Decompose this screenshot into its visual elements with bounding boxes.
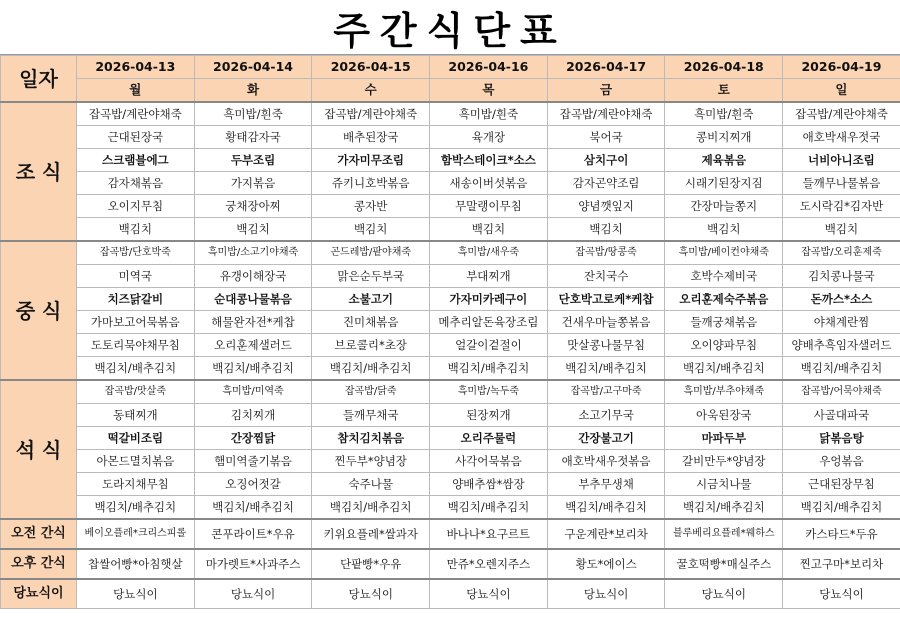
dinner-menu-item: 흑미밥/부추야채죽 <box>665 380 783 404</box>
lunch-menu-item: 가자미카레구이 <box>430 288 548 311</box>
dinner-menu-item: 부추무생채 <box>547 473 665 496</box>
lunch-menu-item: 잡곡밥/단호박죽 <box>77 241 195 265</box>
dinner-menu-item: 시금치나물 <box>665 473 783 496</box>
breakfast-menu-item: 함박스테이크*소스 <box>430 149 548 172</box>
dinner-label: 석 식 <box>1 380 77 519</box>
breakfast-menu-item: 흑미밥/흰죽 <box>194 102 312 126</box>
diabetic-item: 당뇨식이 <box>665 579 783 609</box>
breakfast-menu-item: 너비아니조림 <box>783 149 900 172</box>
lunch-menu-item: 돈까스*소스 <box>783 288 900 311</box>
lunch-menu-item: 백김치/배추김치 <box>77 357 195 381</box>
lunch-menu-item: 맑은순두부국 <box>312 265 430 288</box>
dinner-menu-item: 흑미밥/녹두죽 <box>430 380 548 404</box>
dinner-menu-item: 간장찜닭 <box>194 427 312 450</box>
diabetic-label: 당뇨식이 <box>1 579 77 609</box>
dinner-menu-item: 잡곡밥/맛살죽 <box>77 380 195 404</box>
lunch-menu-item: 브로콜리*초장 <box>312 334 430 357</box>
dinner-menu-item: 마파두부 <box>665 427 783 450</box>
snack-am-item: 베이오플레*크리스피롤 <box>77 519 195 549</box>
lunch-menu-item: 야채계란찜 <box>783 311 900 334</box>
snack-pm-label: 오후 간식 <box>1 549 77 579</box>
menu-table <box>0 55 900 609</box>
dinner-menu-item: 소고기무국 <box>547 404 665 427</box>
dinner-menu-item: 백김치/배추김치 <box>77 496 195 520</box>
diabetic-item: 당뇨식이 <box>77 579 195 609</box>
date-cell: 2026-04-16 <box>430 56 548 79</box>
dinner-menu-item: 참치김치볶음 <box>312 427 430 450</box>
date-cell: 2026-04-18 <box>665 56 783 79</box>
lunch-menu-item: 들깨궁채볶음 <box>665 311 783 334</box>
dinner-menu-item: 떡갈비조림 <box>77 427 195 450</box>
lunch-menu-item: 단호박고로케*케찹 <box>547 288 665 311</box>
weekday-cell: 수 <box>312 79 430 103</box>
lunch-menu-item: 흑미밥/베이컨야채죽 <box>665 241 783 265</box>
breakfast-menu-item: 새송이버섯볶음 <box>430 172 548 195</box>
breakfast-menu-item: 감자채볶음 <box>77 172 195 195</box>
lunch-menu-item: 백김치/배추김치 <box>783 357 900 381</box>
lunch-menu-item: 소불고기 <box>312 288 430 311</box>
weekday-cell: 일 <box>783 79 900 103</box>
dinner-menu-item: 백김치/배추김치 <box>665 496 783 520</box>
dinner-menu-item: 숙주나물 <box>312 473 430 496</box>
lunch-menu-item: 미역국 <box>77 265 195 288</box>
breakfast-menu-item: 도시락김*김자반 <box>783 195 900 218</box>
breakfast-menu-item: 두부조림 <box>194 149 312 172</box>
snack-pm-item: 마가렛트*사과주스 <box>194 549 312 579</box>
diabetic-item: 당뇨식이 <box>783 579 900 609</box>
dinner-menu-item: 사각어묵볶음 <box>430 450 548 473</box>
lunch-menu-item: 곤드레밥/팥야채죽 <box>312 241 430 265</box>
date-cell: 2026-04-19 <box>783 56 900 79</box>
page-title: 주간식단표 <box>0 0 900 55</box>
lunch-label: 중 식 <box>1 241 77 380</box>
dinner-menu-item: 간장불고기 <box>547 427 665 450</box>
breakfast-menu-item: 스크램블에그 <box>77 149 195 172</box>
lunch-menu-item: 백김치/배추김치 <box>430 357 548 381</box>
date-cell: 2026-04-17 <box>547 56 665 79</box>
dinner-menu-item: 오징어젓갈 <box>194 473 312 496</box>
dinner-menu-item: 백김치/배추김치 <box>430 496 548 520</box>
breakfast-menu-item: 흑미밥/흰죽 <box>665 102 783 126</box>
date-cell: 2026-04-13 <box>77 56 195 79</box>
diabetic-item: 당뇨식이 <box>430 579 548 609</box>
dinner-menu-item: 잡곡밥/어묵야채죽 <box>783 380 900 404</box>
weekday-cell: 금 <box>547 79 665 103</box>
lunch-menu-item: 오리훈제숙주볶음 <box>665 288 783 311</box>
breakfast-menu-item: 제육볶음 <box>665 149 783 172</box>
lunch-menu-item: 잡곡밥/땅콩죽 <box>547 241 665 265</box>
breakfast-menu-item: 가지볶음 <box>194 172 312 195</box>
dinner-menu-item: 잡곡밥/고구마죽 <box>547 380 665 404</box>
date-cell: 2026-04-14 <box>194 56 312 79</box>
lunch-menu-item: 얼갈이겉절이 <box>430 334 548 357</box>
lunch-menu-item: 가마보고어묵볶음 <box>77 311 195 334</box>
dinner-menu-item: 닭볶음탕 <box>783 427 900 450</box>
lunch-menu-item: 호박수제비국 <box>665 265 783 288</box>
dinner-menu-item: 백김치/배추김치 <box>547 496 665 520</box>
lunch-menu-item: 흑미밥/소고기야채죽 <box>194 241 312 265</box>
dinner-menu-item: 도라지채무침 <box>77 473 195 496</box>
lunch-menu-item: 백김치/배추김치 <box>547 357 665 381</box>
diabetic-item: 당뇨식이 <box>547 579 665 609</box>
breakfast-menu-item: 콩자반 <box>312 195 430 218</box>
breakfast-menu-item: 감자곤약조림 <box>547 172 665 195</box>
weekday-cell: 목 <box>430 79 548 103</box>
breakfast-label: 조 식 <box>1 102 77 241</box>
snack-am-item: 바나나*요구르트 <box>430 519 548 549</box>
snack-am-item: 카스타드*두유 <box>783 519 900 549</box>
dinner-menu-item: 햄미역줄기볶음 <box>194 450 312 473</box>
snack-am-item: 구운계란*보리차 <box>547 519 665 549</box>
breakfast-menu-item: 잡곡밥/계란야채죽 <box>783 102 900 126</box>
snack-pm-item: 찹쌀어빵*아침햇살 <box>77 549 195 579</box>
breakfast-menu-item: 백김치 <box>430 218 548 242</box>
breakfast-menu-item: 쥬키니호박볶음 <box>312 172 430 195</box>
lunch-menu-item: 메추리알돈육장조림 <box>430 311 548 334</box>
lunch-menu-item: 백김치/배추김치 <box>665 357 783 381</box>
dinner-menu-item: 아몬드멸치볶음 <box>77 450 195 473</box>
breakfast-menu-item: 황태감자국 <box>194 126 312 149</box>
dinner-menu-item: 흑미밥/미역죽 <box>194 380 312 404</box>
snack-am-item: 콘푸라이트*우유 <box>194 519 312 549</box>
snack-pm-item: 만쥬*오렌지주스 <box>430 549 548 579</box>
breakfast-menu-item: 애호박새우젓국 <box>783 126 900 149</box>
breakfast-menu-item: 백김치 <box>783 218 900 242</box>
dinner-menu-item: 백김치/배추김치 <box>312 496 430 520</box>
breakfast-menu-item: 들깨무나물볶음 <box>783 172 900 195</box>
weekday-cell: 토 <box>665 79 783 103</box>
breakfast-menu-item: 근대된장국 <box>77 126 195 149</box>
breakfast-menu-item: 백김치 <box>547 218 665 242</box>
lunch-menu-item: 김치콩나물국 <box>783 265 900 288</box>
breakfast-menu-item: 잡곡밥/계란야채죽 <box>547 102 665 126</box>
date-cell: 2026-04-15 <box>312 56 430 79</box>
breakfast-menu-item: 육개장 <box>430 126 548 149</box>
breakfast-menu-item: 간장마늘쫑지 <box>665 195 783 218</box>
lunch-menu-item: 해물완자전*케찹 <box>194 311 312 334</box>
date-label: 일자 <box>1 56 77 103</box>
lunch-menu-item: 오이양파무침 <box>665 334 783 357</box>
breakfast-menu-item: 잡곡밥/계란야채죽 <box>312 102 430 126</box>
dinner-menu-item: 김치찌개 <box>194 404 312 427</box>
lunch-menu-item: 백김치/배추김치 <box>312 357 430 381</box>
snack-pm-item: 황도*에이스 <box>547 549 665 579</box>
dinner-menu-item: 애호박새우젓볶음 <box>547 450 665 473</box>
dinner-menu-item: 사골대파국 <box>783 404 900 427</box>
lunch-menu-item: 오리훈제샐러드 <box>194 334 312 357</box>
lunch-menu-item: 치즈닭갈비 <box>77 288 195 311</box>
dinner-menu-item: 근대된장무침 <box>783 473 900 496</box>
breakfast-menu-item: 오이지무침 <box>77 195 195 218</box>
breakfast-menu-item: 백김치 <box>665 218 783 242</box>
dinner-menu-item: 백김치/배추김치 <box>194 496 312 520</box>
dinner-menu-item: 백김치/배추김치 <box>783 496 900 520</box>
dinner-menu-item: 동태찌개 <box>77 404 195 427</box>
weekday-cell: 월 <box>77 79 195 103</box>
breakfast-menu-item: 북어국 <box>547 126 665 149</box>
breakfast-menu-item: 잡곡밥/계란야채죽 <box>77 102 195 126</box>
breakfast-menu-item: 백김치 <box>77 218 195 242</box>
dinner-menu-item: 갈비만두*양념장 <box>665 450 783 473</box>
dinner-menu-item: 아욱된장국 <box>665 404 783 427</box>
snack-pm-item: 단팥빵*우유 <box>312 549 430 579</box>
diabetic-item: 당뇨식이 <box>312 579 430 609</box>
breakfast-menu-item: 궁채장아찌 <box>194 195 312 218</box>
snack-am-label: 오전 간식 <box>1 519 77 549</box>
breakfast-menu-item: 백김치 <box>194 218 312 242</box>
breakfast-menu-item: 시래기된장지짐 <box>665 172 783 195</box>
lunch-menu-item: 건새우마늘쫑볶음 <box>547 311 665 334</box>
breakfast-menu-item: 가자미무조림 <box>312 149 430 172</box>
snack-am-item: 키위요플레*쌀과자 <box>312 519 430 549</box>
dinner-menu-item: 잡곡밥/닭죽 <box>312 380 430 404</box>
lunch-menu-item: 도토리묵야채무침 <box>77 334 195 357</box>
lunch-menu-item: 잡곡밥/오리훈제죽 <box>783 241 900 265</box>
breakfast-menu-item: 양념깻잎지 <box>547 195 665 218</box>
breakfast-menu-item: 흑미밥/흰죽 <box>430 102 548 126</box>
breakfast-menu-item: 무말랭이무침 <box>430 195 548 218</box>
breakfast-menu-item: 배추된장국 <box>312 126 430 149</box>
dinner-menu-item: 찐두부*양념장 <box>312 450 430 473</box>
weekday-cell: 화 <box>194 79 312 103</box>
snack-am-item: 블루베리요플레*웨하스 <box>665 519 783 549</box>
lunch-menu-item: 부대찌개 <box>430 265 548 288</box>
lunch-menu-item: 양배추흑임자샐러드 <box>783 334 900 357</box>
lunch-menu-item: 유갱이해장국 <box>194 265 312 288</box>
dinner-menu-item: 양배추쌈*쌈장 <box>430 473 548 496</box>
snack-pm-item: 찐고구마*보리차 <box>783 549 900 579</box>
snack-pm-item: 꿀호떡빵*매실주스 <box>665 549 783 579</box>
lunch-menu-item: 맛살콩나물무침 <box>547 334 665 357</box>
diabetic-item: 당뇨식이 <box>194 579 312 609</box>
dinner-menu-item: 들깨무채국 <box>312 404 430 427</box>
breakfast-menu-item: 콩비지찌개 <box>665 126 783 149</box>
lunch-menu-item: 잔치국수 <box>547 265 665 288</box>
lunch-menu-item: 흑미밥/새우죽 <box>430 241 548 265</box>
lunch-menu-item: 순대콩나물볶음 <box>194 288 312 311</box>
dinner-menu-item: 된장찌개 <box>430 404 548 427</box>
dinner-menu-item: 우엉볶음 <box>783 450 900 473</box>
breakfast-menu-item: 백김치 <box>312 218 430 242</box>
lunch-menu-item: 백김치/배추김치 <box>194 357 312 381</box>
dinner-menu-item: 오리주물럭 <box>430 427 548 450</box>
breakfast-menu-item: 삼치구이 <box>547 149 665 172</box>
lunch-menu-item: 진미채볶음 <box>312 311 430 334</box>
